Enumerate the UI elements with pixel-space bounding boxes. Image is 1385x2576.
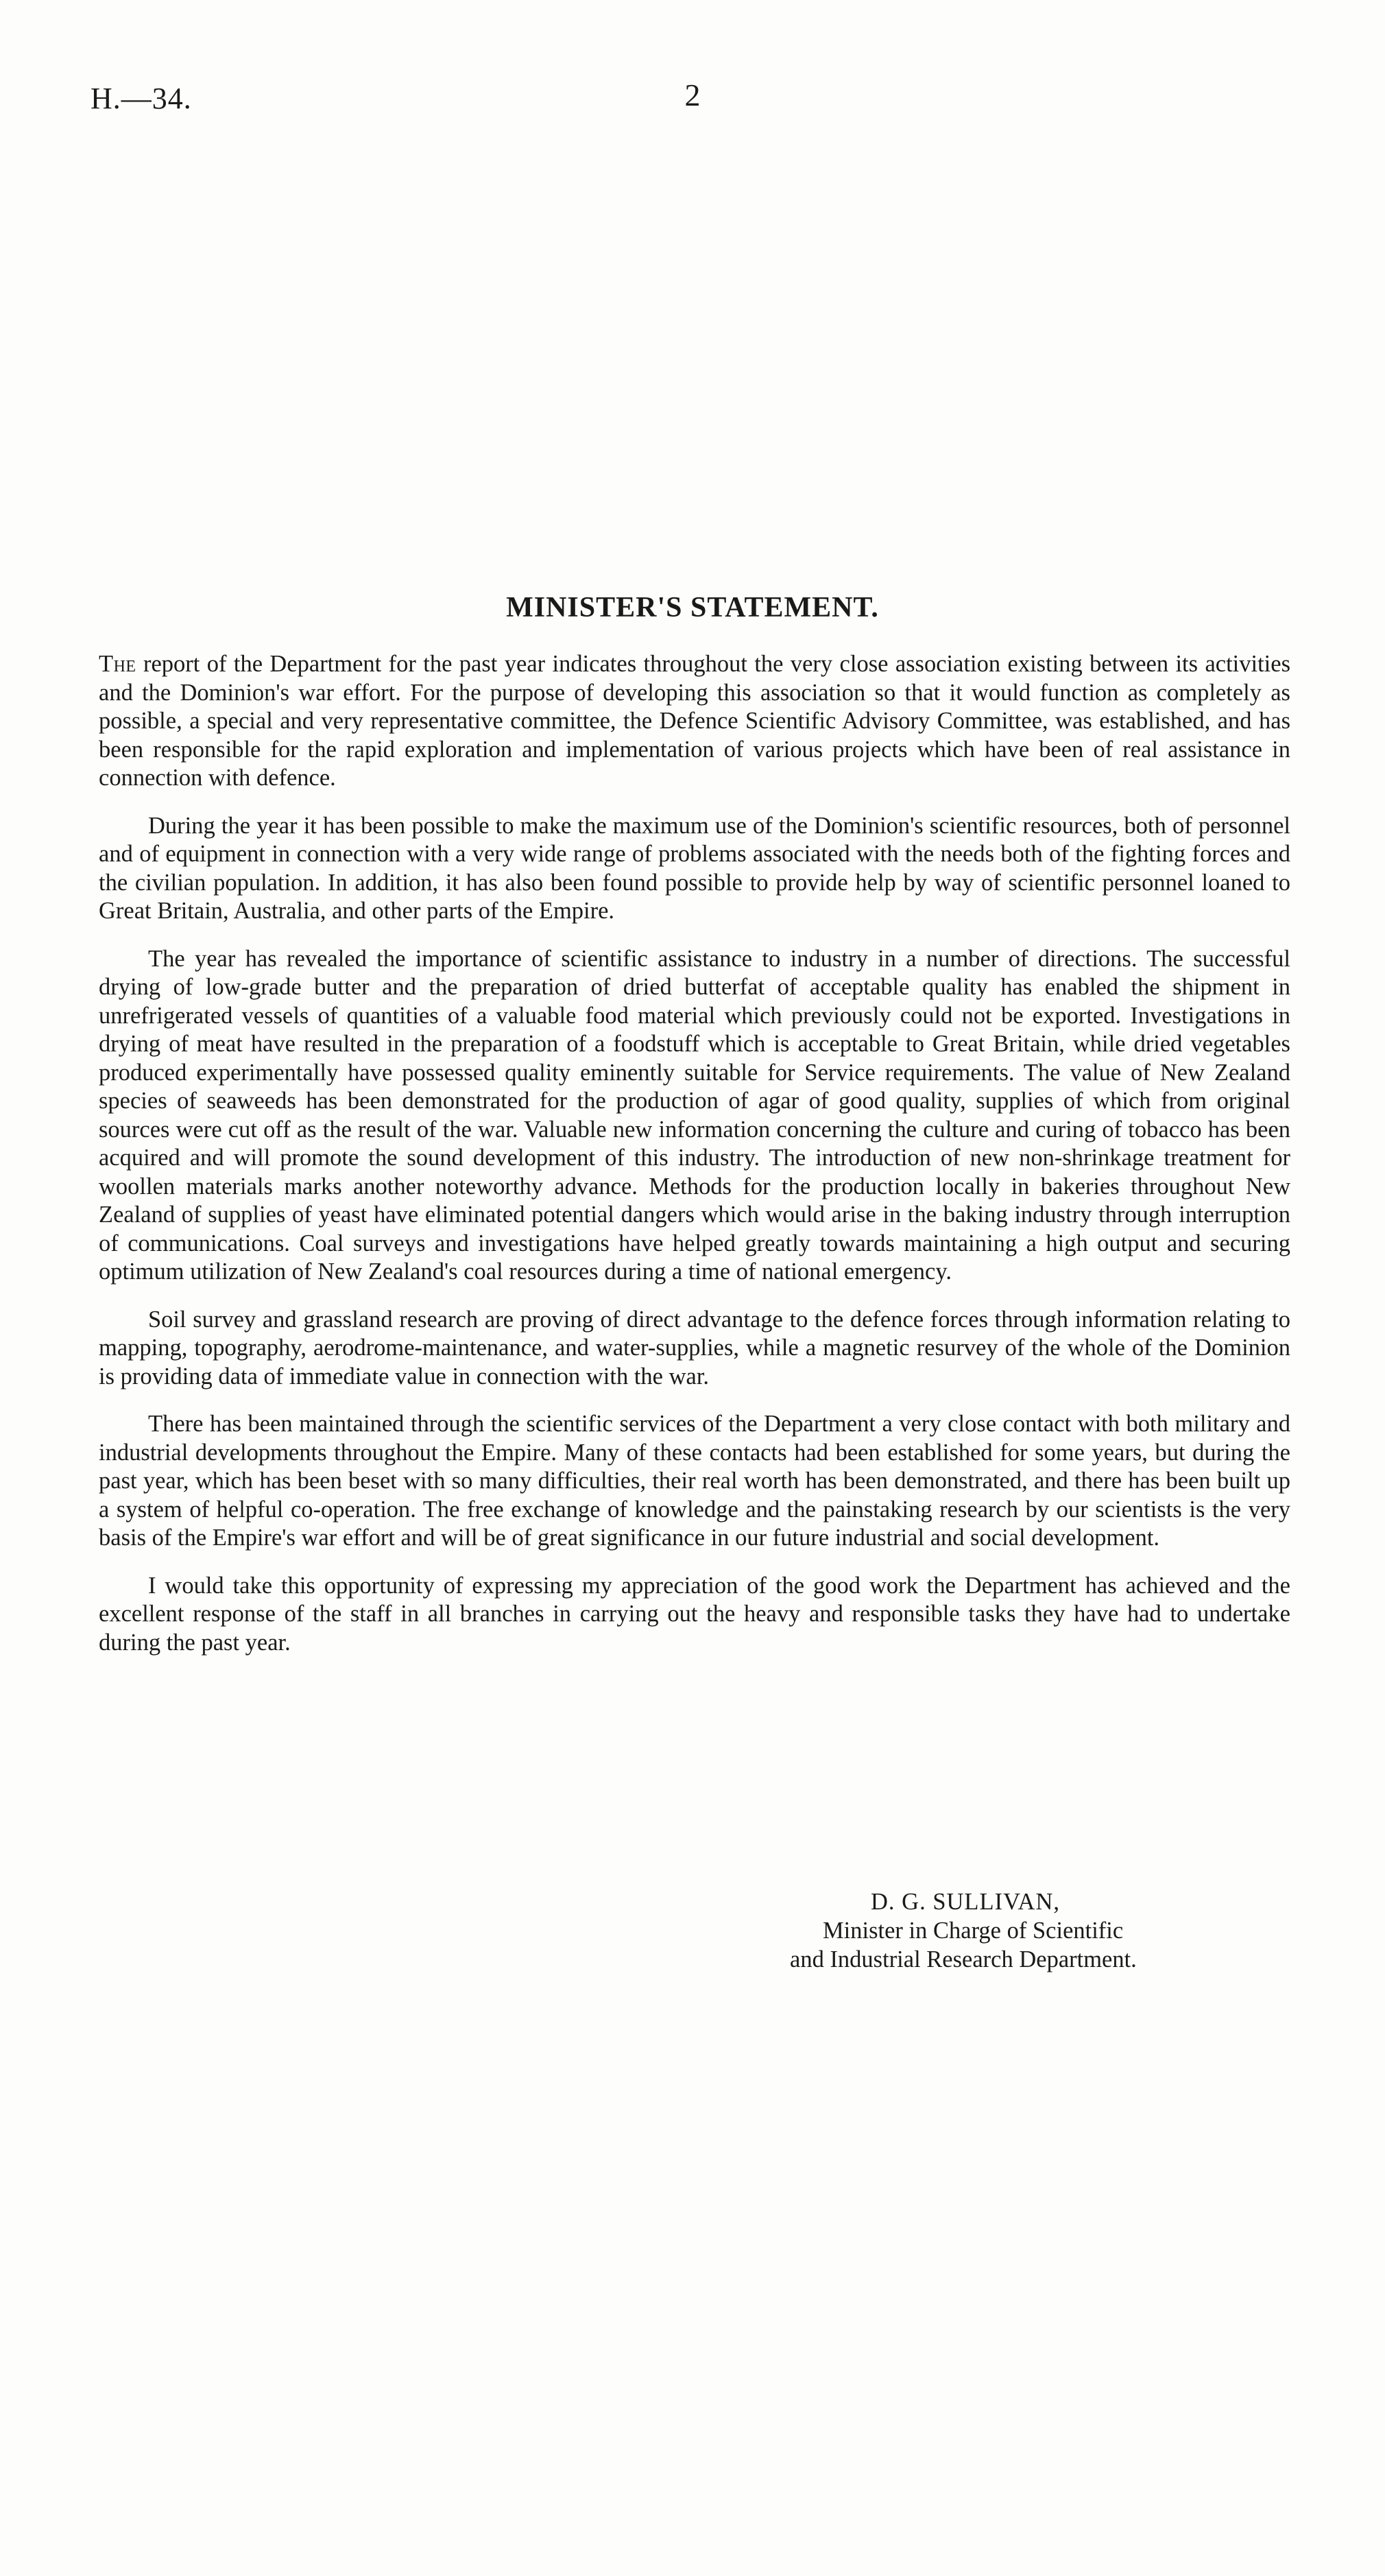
paragraph-2: During the year it has been possible to make the maximum use of the Dominion's scientific resources, both of personnel and of equipment in connection with a very wide range of problems associated with the needs both of the fighting forces and the civilian population. In addition, it has also been found possible to provide help by way of scientific personnel loaned to Great Britain, Australia, and other parts of the Empire. [99, 812, 1290, 924]
paragraph-6: I would take this opportunity of expressing my appreciation of the good work the Department has achieved and the excellent response of the staff in all branches in carrying out the heavy and responsible tasks they have had to undertake during the past year. [99, 1572, 1290, 1656]
signatory-name: D. G. SULLIVAN, [871, 1889, 1060, 1915]
paragraph-1-text: report of the Department for the past year indicates throughout the very close association existing between its activities and the Dominion's war effort. For the purpose of developing this association so that it would function as completely as possible, a special and very representative committee, the Defence Scientific Advisory Committee, was established, and has been responsible for the rapid exploration and implementation of various projects which have been of real assistance in connection with defence. [99, 651, 1290, 791]
page-number: 2 [684, 77, 701, 112]
page-title: MINISTER'S STATEMENT. [506, 592, 879, 623]
paragraph-3: The year has revealed the importance of scientific assistance to industry in a number of directions. The successful drying of low-grade butter and the preparation of dried butterfat of acceptable quality has enabled the shipment in unrefrigerated vessels of quantities of a valuable food material which previously could not be exported. Investigations in drying of meat have resulted in the preparation of a foodstuff which is acceptable to Great Britain, while dried vegetables produced experimentally have possessed quality eminently suitable for Service requirements. The value of New Zealand species of seaweeds has been demonstrated for the production of agar of good quality, supplies of which from original sources were cut off as the result of the war. Valuable new information concerning the culture and curing of tobacco has been acquired and will promote the sound development of this industry. The introduction of new non-shrinkage treatment for woollen materials marks another noteworthy advance. Methods for the production locally in bakeries throughout New Zealand of supplies of yeast have eliminated potential dangers which would arise in the baking industry through interruption of communications. Coal surveys and investigations have helped greatly towards maintaining a high output and securing optimum utilization of New Zealand's coal resources during a time of national emergency. [99, 945, 1290, 1285]
paragraph-1-lead: The [99, 651, 136, 677]
document-reference: H.—34. [91, 82, 192, 115]
paragraph-1 [99, 650, 1290, 793]
paragraph-4: Soil survey and grassland research are proving of direct advantage to the defence forces through information relating to mapping, topography, aerodrome-maintenance, and water-supplies, while a magnetic resurvey of the whole of the Dominion is providing data of immediate value in connection with the war. [99, 1306, 1290, 1390]
signatory-title-line-1: Minister in Charge of Scientific [823, 1918, 1124, 1944]
signatory-title-line-2: and Industrial Research Department. [790, 1946, 1137, 1972]
signature-block [754, 1887, 1289, 1974]
statement-body [99, 650, 1290, 1676]
paragraph-5: There has been maintained through the scientific services of the Department a very close contact with both military and industrial developments throughout the Empire. Many of these contacts had been established for some years, but during the past year, which has been beset with so many difficulties, their real worth has been demonstrated, and there has been built up a system of helpful co-operation. The free exchange of knowledge and the painstaking research by our scientists is the very basis of the Empire's war effort and will be of great significance in our future industrial and social development. [99, 1411, 1290, 1551]
